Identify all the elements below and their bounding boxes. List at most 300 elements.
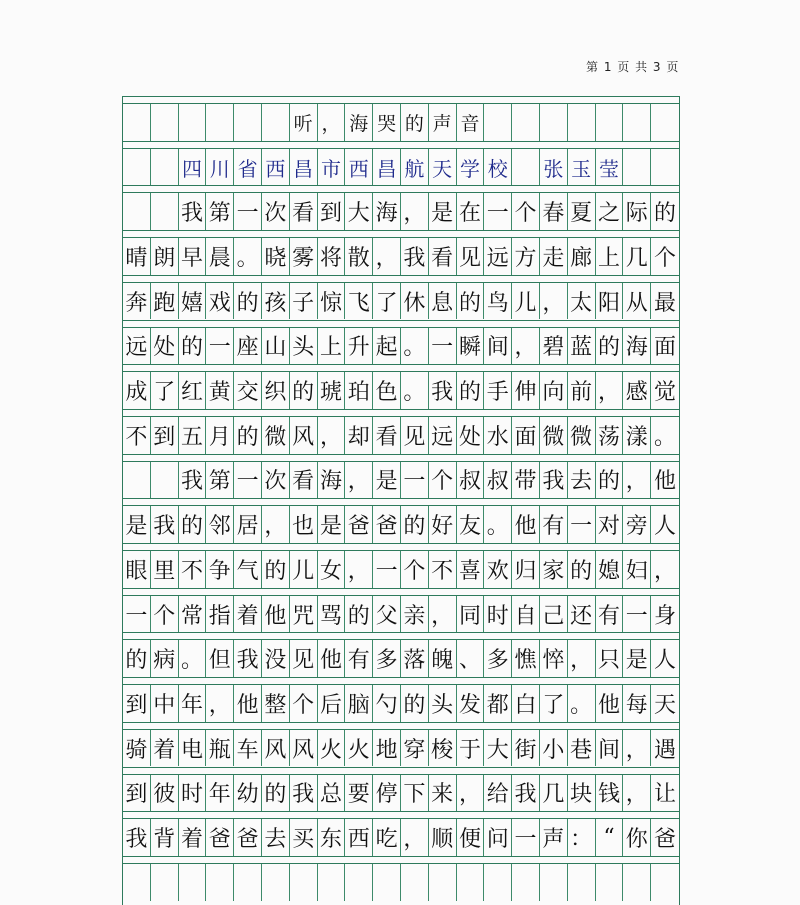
grid-cell: 里 <box>151 551 179 588</box>
grid-cell: 一 <box>234 462 262 499</box>
grid-cell: 一 <box>401 462 429 499</box>
grid-cell: 的 <box>234 283 262 320</box>
grid-cell: 看 <box>290 462 318 499</box>
grid-cell: 的 <box>234 417 262 454</box>
grid-cell: 哭 <box>373 104 401 141</box>
grid-cell: 春 <box>540 193 568 230</box>
grid-cell <box>179 104 207 141</box>
grid-cell: 人 <box>654 648 677 674</box>
grid-cell: 晨 <box>206 238 234 275</box>
grid-cell <box>151 193 179 230</box>
grid-cell: 咒 <box>290 596 318 633</box>
grid-cell: 我 <box>179 193 207 230</box>
grid-cell <box>123 193 151 230</box>
grid-cell <box>123 149 151 186</box>
grid-cell <box>512 104 540 141</box>
grid-cell: 间 <box>484 328 512 365</box>
grid-cell: 时 <box>484 596 512 633</box>
grid-row-gap <box>123 141 679 149</box>
grid-cell: 的 <box>290 372 318 409</box>
grid-cell: 眼 <box>123 551 151 588</box>
grid-cell: 有 <box>596 596 624 633</box>
grid-cell: 同 <box>457 596 485 633</box>
grid-cell: 际 <box>623 193 651 230</box>
grid-cell <box>568 104 596 141</box>
grid-row-gap <box>123 320 679 328</box>
grid-cell: 子 <box>290 283 318 320</box>
grid-cell: 好 <box>429 506 457 543</box>
text-row <box>123 819 679 856</box>
grid-cell: ， <box>345 462 373 499</box>
grid-cell: 电 <box>179 730 207 767</box>
grid-cell: 儿 <box>512 283 540 320</box>
grid-cell: 不 <box>429 551 457 588</box>
grid-cell <box>345 864 373 901</box>
grid-cell <box>151 104 179 141</box>
grid-cell: 黄 <box>206 372 234 409</box>
grid-cell: 我 <box>151 506 179 543</box>
grid-cell <box>151 149 179 186</box>
grid-cell <box>151 462 179 499</box>
grid-cell: 父 <box>373 596 401 633</box>
grid-cell: 一 <box>429 328 457 365</box>
grid-cell: 感 <box>623 372 651 409</box>
grid-cell: 太 <box>568 283 596 320</box>
grid-cell: 次 <box>262 193 290 230</box>
grid-cell: 去 <box>262 819 290 856</box>
grid-cell: 织 <box>262 372 290 409</box>
text-row <box>123 238 679 275</box>
grid-cell: 大 <box>345 193 373 230</box>
grid-cell: 雾 <box>290 238 318 275</box>
grid-cell: 阳 <box>596 283 624 320</box>
grid-cell: 还 <box>568 596 596 633</box>
text-row <box>123 193 679 230</box>
grid-cell: 蓝 <box>568 328 596 365</box>
grid-cell: 座 <box>234 328 262 365</box>
page-number: 第 1 页 共 3 页 <box>586 60 680 74</box>
grid-cell: 有 <box>540 506 568 543</box>
grid-row-gap <box>123 364 679 372</box>
grid-cell: 最 <box>654 290 677 316</box>
grid-cell: ， <box>540 283 568 320</box>
grid-cell <box>206 104 234 141</box>
grid-cell: ， <box>623 730 651 767</box>
grid-cell: 便 <box>457 819 485 856</box>
text-row <box>123 372 679 409</box>
grid-cell: 气 <box>234 551 262 588</box>
grid-cell: 红 <box>179 372 207 409</box>
grid-cell: 他 <box>512 506 540 543</box>
grid-cell: 音 <box>457 104 485 141</box>
grid-cell: 头 <box>290 328 318 365</box>
grid-cell: 多 <box>484 640 512 677</box>
grid-cell: 地 <box>373 730 401 767</box>
grid-cell: 下 <box>401 775 429 812</box>
grid-cell: ， <box>401 193 429 230</box>
grid-cell <box>457 864 485 901</box>
grid-cell: 的 <box>654 201 677 227</box>
grid-cell: 只 <box>596 640 624 677</box>
grid-cell <box>484 864 512 901</box>
grid-cell: 问 <box>484 819 512 856</box>
grid-cell: 我 <box>540 462 568 499</box>
grid-row-gap <box>123 185 679 193</box>
grid-cell: ， <box>512 328 540 365</box>
grid-cell: 爸 <box>234 819 262 856</box>
grid-cell: 学 <box>457 149 485 186</box>
grid-cell: 间 <box>596 730 624 767</box>
grid-cell: 了 <box>373 283 401 320</box>
grid-cell: 海 <box>623 328 651 365</box>
grid-cell: 火 <box>345 730 373 767</box>
grid-cell: 带 <box>512 462 540 499</box>
grid-cell: ， <box>262 506 290 543</box>
grid-cell: 彼 <box>151 775 179 812</box>
text-row <box>123 640 679 677</box>
grid-cell: 微 <box>568 417 596 454</box>
grid-cell: 的 <box>262 551 290 588</box>
grid-cell: 是 <box>429 193 457 230</box>
grid-cell: ： <box>568 819 596 856</box>
grid-cell: 见 <box>290 640 318 677</box>
grid-cell: 次 <box>262 462 290 499</box>
grid-cell: 爸 <box>373 506 401 543</box>
grid-cell <box>206 864 234 901</box>
grid-cell: 个 <box>512 193 540 230</box>
grid-cell: 一 <box>623 596 651 633</box>
grid-cell: 憔 <box>512 640 540 677</box>
grid-row-gap <box>123 454 679 462</box>
grid-cell: 到 <box>123 685 151 722</box>
grid-row-gap <box>123 722 679 730</box>
grid-cell: 着 <box>234 596 262 633</box>
grid-cell: 休 <box>401 283 429 320</box>
grid-cell: 荡 <box>596 417 624 454</box>
grid-cell: 钱 <box>596 775 624 812</box>
grid-cell: 喜 <box>457 551 485 588</box>
grid-cell: 我 <box>290 775 318 812</box>
grid-cell: 他 <box>654 469 677 495</box>
text-row <box>123 596 679 633</box>
grid-cell: 没 <box>262 640 290 677</box>
grid-row-gap <box>123 498 679 506</box>
grid-cell: 微 <box>262 417 290 454</box>
grid-cell: 一 <box>373 551 401 588</box>
grid-cell: ， <box>206 685 234 722</box>
grid-cell: 看 <box>429 238 457 275</box>
grid-cell <box>484 104 512 141</box>
grid-cell: 我 <box>429 372 457 409</box>
grid-cell: 朗 <box>151 238 179 275</box>
text-row <box>123 685 679 722</box>
grid-cell: 昌 <box>373 149 401 186</box>
grid-cell: 让 <box>654 782 677 808</box>
grid-cell: 碧 <box>540 328 568 365</box>
grid-cell: 孩 <box>262 283 290 320</box>
grid-cell: 自 <box>512 596 540 633</box>
grid-row-gap <box>123 677 679 685</box>
grid-cell: 有 <box>345 640 373 677</box>
grid-cell: 玉 <box>568 149 596 186</box>
grid-cell: 街 <box>512 730 540 767</box>
grid-cell <box>262 864 290 901</box>
grid-row-gap <box>123 767 679 775</box>
grid-cell: 走 <box>540 238 568 275</box>
grid-cell: 漾 <box>623 417 651 454</box>
grid-cell <box>429 864 457 901</box>
grid-cell: 常 <box>179 596 207 633</box>
grid-cell: 的 <box>262 775 290 812</box>
grid-cell: 水 <box>484 417 512 454</box>
grid-cell: 亲 <box>401 596 429 633</box>
grid-cell: 家 <box>540 551 568 588</box>
grid-cell: 女 <box>318 551 346 588</box>
grid-cell: 他 <box>234 685 262 722</box>
grid-cell: ， <box>457 775 485 812</box>
grid-cell <box>123 104 151 141</box>
grid-cell: 的 <box>179 328 207 365</box>
grid-cell: ， <box>373 238 401 275</box>
grid-cell: 风 <box>290 730 318 767</box>
grid-cell: 。 <box>401 372 429 409</box>
grid-cell <box>540 104 568 141</box>
grid-cell: 总 <box>318 775 346 812</box>
grid-cell <box>651 104 679 141</box>
grid-cell: 白 <box>512 685 540 722</box>
grid-cell: 四 <box>179 149 207 186</box>
grid-cell: 他 <box>318 640 346 677</box>
grid-cell: 天 <box>429 149 457 186</box>
grid-cell: 悴 <box>540 640 568 677</box>
grid-cell: 手 <box>484 372 512 409</box>
grid-cell: 跑 <box>151 283 179 320</box>
grid-cell: 背 <box>151 819 179 856</box>
grid-cell: ， <box>318 417 346 454</box>
grid-cell: 色 <box>373 372 401 409</box>
grid-row-gap <box>123 275 679 283</box>
grid-cell: 伸 <box>512 372 540 409</box>
grid-cell: 西 <box>345 819 373 856</box>
grid-cell: 着 <box>179 819 207 856</box>
grid-cell: ， <box>623 462 651 499</box>
text-row <box>123 506 679 543</box>
grid-cell: 将 <box>318 238 346 275</box>
grid-cell <box>401 864 429 901</box>
grid-cell: 。 <box>484 506 512 543</box>
grid-cell: 一 <box>512 819 540 856</box>
grid-cell: 巷 <box>568 730 596 767</box>
grid-cell: 个 <box>290 685 318 722</box>
grid-cell: 己 <box>540 596 568 633</box>
grid-cell: 是 <box>373 462 401 499</box>
grid-cell: 面 <box>512 417 540 454</box>
grid-cell: 个 <box>654 245 677 271</box>
text-row <box>123 283 679 320</box>
grid-cell: 校 <box>484 149 512 186</box>
grid-cell: 见 <box>401 417 429 454</box>
grid-cell: 方 <box>512 238 540 275</box>
grid-cell: 到 <box>151 417 179 454</box>
grid-cell: 戏 <box>206 283 234 320</box>
grid-cell <box>596 104 624 141</box>
grid-cell: 的 <box>596 328 624 365</box>
grid-cell: 面 <box>654 335 677 361</box>
grid-cell: 风 <box>290 417 318 454</box>
grid-cell: 要 <box>345 775 373 812</box>
grid-cell: 起 <box>373 328 401 365</box>
grid-row-gap <box>123 588 679 596</box>
grid-cell: 个 <box>429 462 457 499</box>
grid-cell: 莹 <box>596 149 624 186</box>
grid-cell: 市 <box>318 149 346 186</box>
grid-cell: 归 <box>512 551 540 588</box>
grid-cell: 爸 <box>345 506 373 543</box>
grid-cell: 骂 <box>318 596 346 633</box>
grid-cell: 买 <box>290 819 318 856</box>
grid-cell: 后 <box>318 685 346 722</box>
grid-cell: 于 <box>457 730 485 767</box>
grid-cell: 人 <box>654 514 677 540</box>
grid-cell: 居 <box>234 506 262 543</box>
grid-cell: 处 <box>151 328 179 365</box>
grid-cell: 从 <box>623 283 651 320</box>
grid-cell: 欢 <box>484 551 512 588</box>
grid-cell: 五 <box>179 417 207 454</box>
grid-cell: 升 <box>345 328 373 365</box>
grid-cell: 夏 <box>568 193 596 230</box>
text-row <box>123 417 679 454</box>
grid-cell: 的 <box>568 551 596 588</box>
grid-cell: 但 <box>206 640 234 677</box>
grid-cell <box>123 462 151 499</box>
grid-cell: 远 <box>123 328 151 365</box>
grid-cell: 晴 <box>123 238 151 275</box>
grid-cell: ， <box>596 372 624 409</box>
grid-cell: 晓 <box>262 238 290 275</box>
grid-cell: 我 <box>234 640 262 677</box>
grid-cell: “ <box>596 819 624 856</box>
grid-cell: ， <box>318 104 346 141</box>
author-row <box>123 149 679 186</box>
grid-cell: 吃 <box>373 819 401 856</box>
grid-cell: 了 <box>540 685 568 722</box>
grid-cell: 的 <box>401 685 429 722</box>
grid-cell: ， <box>401 819 429 856</box>
grid-cell: 我 <box>179 462 207 499</box>
grid-cell: 早 <box>179 238 207 275</box>
grid-cell: 之 <box>596 193 624 230</box>
text-row <box>123 775 679 812</box>
grid-cell: 第 <box>206 193 234 230</box>
text-row <box>123 864 679 901</box>
grid-cell: 觉 <box>654 380 677 406</box>
grid-cell: 对 <box>596 506 624 543</box>
grid-row-gap <box>123 856 679 864</box>
grid-cell: 一 <box>234 193 262 230</box>
grid-cell <box>568 864 596 901</box>
grid-cell: 穿 <box>401 730 429 767</box>
grid-cell: 前 <box>568 372 596 409</box>
grid-cell: ， <box>623 775 651 812</box>
grid-cell: 。 <box>179 640 207 677</box>
grid-cell: 友 <box>457 506 485 543</box>
grid-cell: 是 <box>123 506 151 543</box>
grid-cell: 到 <box>123 775 151 812</box>
grid-cell: 的 <box>345 596 373 633</box>
grid-cell: 身 <box>654 603 677 629</box>
grid-cell: 了 <box>151 372 179 409</box>
grid-cell: 顺 <box>429 819 457 856</box>
grid-cell: 是 <box>623 640 651 677</box>
manuscript-grid <box>122 96 680 905</box>
text-row <box>123 328 679 365</box>
grid-cell: 中 <box>151 685 179 722</box>
grid-cell: 。 <box>401 328 429 365</box>
grid-cell: 东 <box>318 819 346 856</box>
grid-cell: 远 <box>484 238 512 275</box>
grid-cell: 息 <box>429 283 457 320</box>
grid-cell: 航 <box>401 149 429 186</box>
grid-cell: 时 <box>179 775 207 812</box>
grid-cell: 给 <box>484 775 512 812</box>
grid-cell: 我 <box>401 238 429 275</box>
grid-cell <box>651 864 679 901</box>
grid-cell: 。 <box>234 238 262 275</box>
grid-cell: 着 <box>151 730 179 767</box>
grid-cell: 几 <box>623 238 651 275</box>
grid-cell: 我 <box>512 775 540 812</box>
grid-cell: 声 <box>429 104 457 141</box>
grid-cell: 奔 <box>123 283 151 320</box>
grid-cell <box>373 864 401 901</box>
grid-cell: ， <box>345 551 373 588</box>
grid-cell: 交 <box>234 372 262 409</box>
grid-cell: 骑 <box>123 730 151 767</box>
grid-cell: 山 <box>262 328 290 365</box>
grid-cell: 是 <box>318 506 346 543</box>
grid-cell: 的 <box>457 372 485 409</box>
grid-cell: 梭 <box>429 730 457 767</box>
grid-cell: 却 <box>345 417 373 454</box>
grid-cell: 海 <box>373 193 401 230</box>
grid-cell: 病 <box>151 640 179 677</box>
grid-cell: 看 <box>290 193 318 230</box>
text-row <box>123 730 679 767</box>
grid-cell: 的 <box>401 506 429 543</box>
grid-cell <box>318 864 346 901</box>
grid-cell: 勺 <box>373 685 401 722</box>
grid-cell: 火 <box>318 730 346 767</box>
grid-cell: 风 <box>262 730 290 767</box>
grid-cell: 不 <box>123 417 151 454</box>
grid-cell: 叔 <box>484 462 512 499</box>
grid-cell <box>179 864 207 901</box>
text-row <box>123 551 679 588</box>
grid-cell: 争 <box>206 551 234 588</box>
grid-cell: 处 <box>457 417 485 454</box>
grid-cell: 几 <box>540 775 568 812</box>
grid-cell: 个 <box>401 551 429 588</box>
grid-cell <box>512 864 540 901</box>
grid-cell: 。 <box>654 424 677 450</box>
grid-cell: 落 <box>401 640 429 677</box>
grid-cell: 珀 <box>345 372 373 409</box>
grid-cell: 车 <box>234 730 262 767</box>
grid-cell: 海 <box>345 104 373 141</box>
grid-cell: 散 <box>345 238 373 275</box>
grid-cell: 远 <box>429 417 457 454</box>
